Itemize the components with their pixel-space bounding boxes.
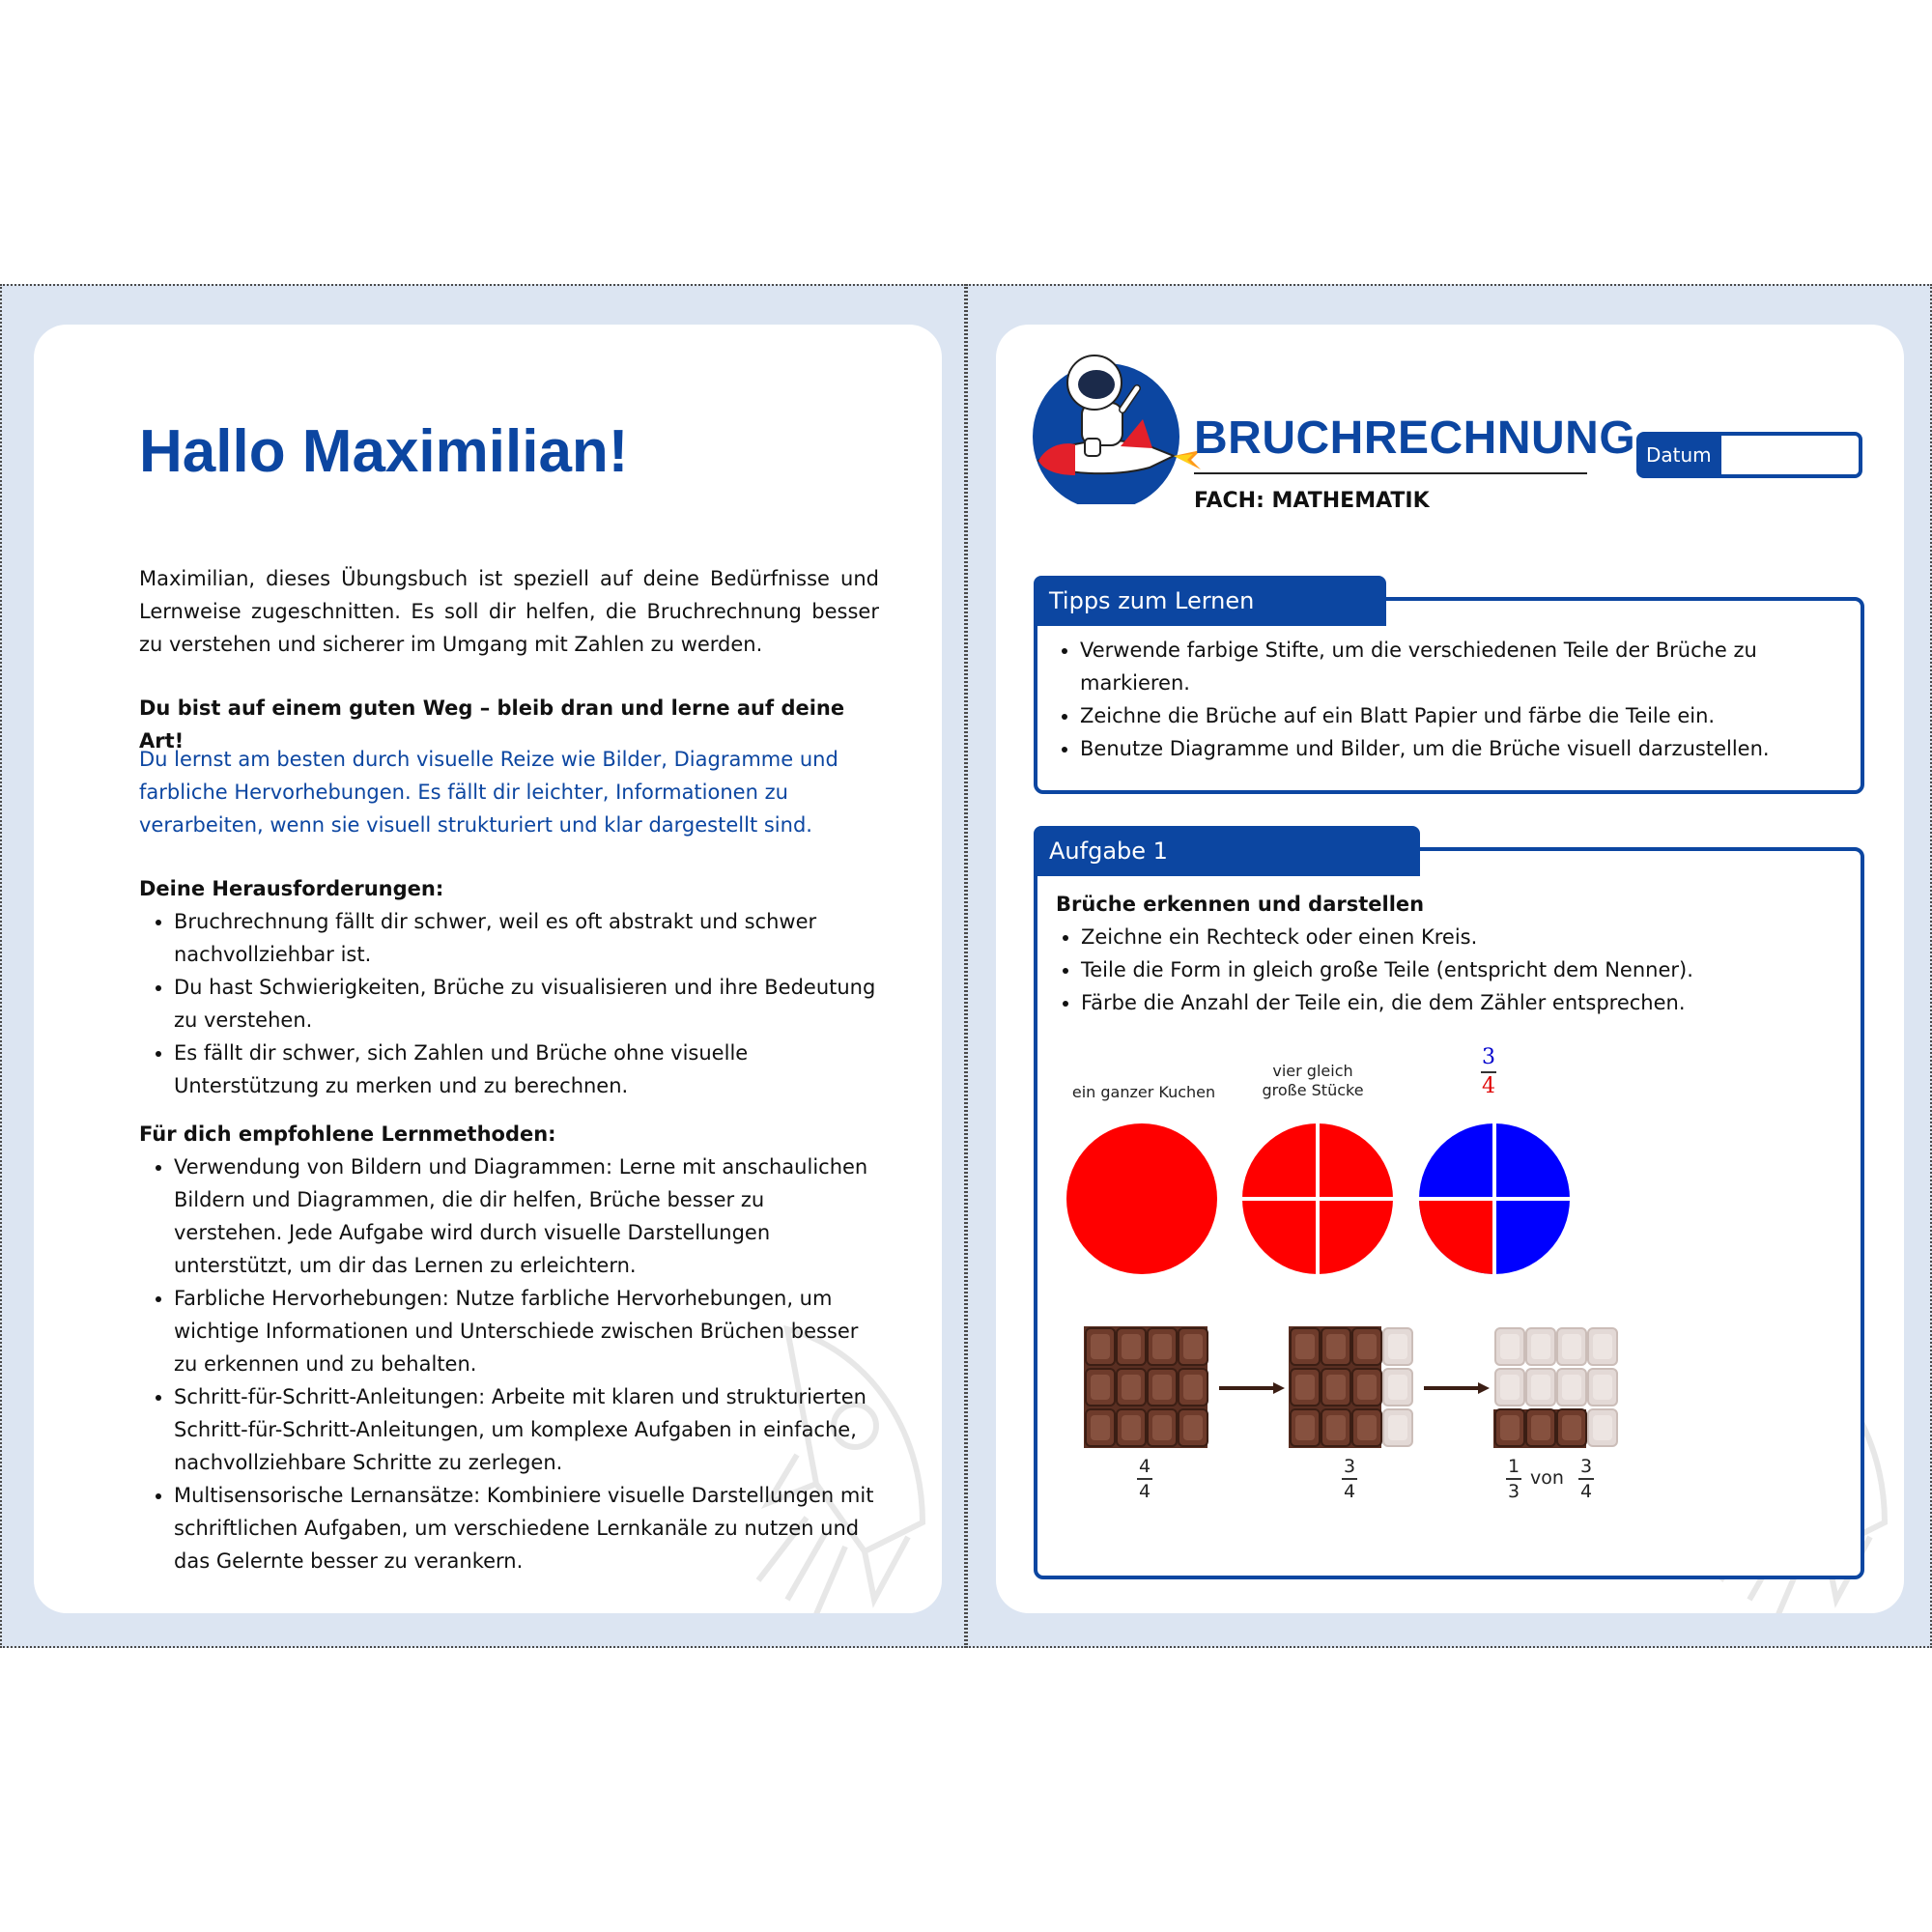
fraction-three-quarters — [1335, 1456, 1364, 1502]
fraction-denominator: 4 — [1482, 1074, 1495, 1098]
task1-box — [1034, 847, 1864, 1579]
fraction-bar — [1342, 1478, 1357, 1480]
three-quarters-circle — [1419, 1123, 1570, 1274]
worksheet-title: BRUCHRECHNUNG — [1194, 412, 1636, 464]
right-card — [996, 325, 1904, 1613]
fraction-bar — [1137, 1478, 1152, 1480]
list-item: • Verwendung von Bildern und Diagrammen: Lerne mit anschaulichen Bildern und Diagrammen, die dir helfen, Brüche besser zu verstehen. Jede Aufgabe wird durch visuelle Darstellungen unterstützt, um dir das Lernen zu erleichtern. — [174, 1151, 879, 1282]
task1-title: Brüche erkennen und darstellen — [1056, 893, 1425, 916]
fraction-denominator: 3 — [1507, 1481, 1520, 1502]
methods-section — [139, 1118, 879, 1577]
fraction-denominator: 4 — [1579, 1481, 1593, 1502]
quarters-label — [1240, 1062, 1385, 1100]
quarters-label-line1: vier gleich — [1272, 1062, 1353, 1080]
tips-heading-tab: Tipps zum Lernen — [1034, 576, 1386, 626]
list-item: • Teile die Form in gleich große Teile (entspricht dem Nenner). — [1081, 953, 1861, 986]
fraction-bar — [1481, 1071, 1496, 1073]
arrow-icon — [1219, 1382, 1285, 1394]
challenges-section — [139, 872, 879, 1102]
whole-cake-label: ein ganzer Kuchen — [1071, 1083, 1216, 1101]
tips-box — [1034, 597, 1864, 794]
quarters-label-line2: große Stücke — [1262, 1081, 1364, 1099]
fraction-bar — [1506, 1478, 1521, 1480]
fraction-one-third — [1499, 1456, 1528, 1502]
chocolate-bar-full — [1084, 1326, 1208, 1448]
list-item: • Bruchrechnung fällt dir schwer, weil es oft abstrakt und schwer nachvollziehbar ist. — [174, 905, 879, 971]
date-label: Datum — [1640, 436, 1721, 474]
task1-steps — [1056, 921, 1861, 1019]
list-item: • Benutze Diagramme und Bilder, um die Brüche visuell darzustellen. — [1080, 732, 1861, 765]
worksheet-spread — [0, 284, 1932, 1648]
task1-content — [1037, 851, 1861, 1019]
fraction-numerator: 4 — [1138, 1456, 1151, 1477]
fraction-denominator: 4 — [1343, 1481, 1356, 1502]
list-item: • Verwende farbige Stifte, um die verschiedenen Teile der Brüche zu markieren. — [1080, 634, 1861, 699]
right-page — [966, 284, 1932, 1648]
chocolate-diagram — [1084, 1326, 1625, 1452]
methods-heading: Für dich empfohlene Lernmethoden: — [139, 1122, 556, 1146]
whole-circle — [1066, 1123, 1217, 1274]
motto-text: Du bist auf einem guten Weg – bleib dran und lerne auf deine Art! — [139, 696, 845, 753]
list-item: • Es fällt dir schwer, sich Zahlen und Brüche ohne visuelle Unterstützung zu merken und zu berechnen. — [174, 1037, 879, 1102]
fraction-numerator: 3 — [1579, 1456, 1593, 1477]
fraction-four-quarters — [1130, 1456, 1159, 1502]
quartered-circle — [1242, 1123, 1393, 1274]
methods-list — [139, 1151, 879, 1577]
arrow-icon — [1424, 1382, 1490, 1394]
left-page — [0, 284, 966, 1648]
title-underline — [1194, 472, 1587, 474]
list-item: • Färbe die Anzahl der Teile ein, die dem Zähler entsprechen. — [1081, 986, 1861, 1019]
challenges-heading: Deine Herausforderungen: — [139, 877, 444, 900]
learning-style-paragraph: Du lernst am besten durch visuelle Reize wie Bilder, Diagramme und farbliche Hervorhebungen. Es fällt dir leichter, Informationen zu verarbeiten, wenn sie visuell strukturiert und klar dargestellt sind. — [139, 748, 838, 837]
left-card — [34, 325, 942, 1613]
list-item: • Du hast Schwierigkeiten, Brüche zu visualisieren und ihre Bedeutung zu verstehen. — [174, 971, 879, 1037]
list-item: • Zeichne die Brüche auf ein Blatt Papier und färbe die Teile ein. — [1080, 699, 1861, 732]
greeting-heading: Hallo Maximilian! — [139, 418, 629, 485]
list-item: • Schritt-für-Schritt-Anleitungen: Arbeite mit klaren und strukturierten Schritt-für-Schritt-Anleitungen, um komplexe Aufgaben in einfache, nachvollziehbare Schritte zu zerlegen. — [174, 1380, 879, 1479]
list-item: • Zeichne ein Rechteck oder einen Kreis. — [1081, 921, 1861, 953]
of-word: von — [1530, 1467, 1564, 1489]
list-item: • Multisensorische Lernansätze: Kombiniere visuelle Darstellungen mit schriftlichen Aufgaben, um verschiedene Lernkanäle zu nutzen und das Gelernte besser zu verankern. — [174, 1479, 879, 1577]
chocolate-bar-three-quarters — [1289, 1326, 1412, 1448]
intro-paragraph: Maximilian, dieses Übungsbuch ist speziell auf deine Bedürfnisse und Lernweise zugeschnitten. Es soll dir helfen, die Bruchrechnung besser zu verstehen und sicherer im Umgang mit Zahlen zu werden. — [139, 567, 879, 656]
fraction-numerator: 1 — [1507, 1456, 1520, 1477]
fraction-circles — [1066, 1123, 1588, 1278]
subject-label: FACH: MATHEMATIK — [1194, 489, 1430, 513]
astronaut-rocket-logo-icon — [1029, 350, 1203, 504]
date-field[interactable] — [1636, 432, 1862, 478]
fraction-denominator: 4 — [1138, 1481, 1151, 1502]
fraction-numerator: 3 — [1482, 1045, 1495, 1069]
fraction-numerator: 3 — [1343, 1456, 1356, 1477]
fraction-bar — [1578, 1478, 1594, 1480]
fraction-three-quarters-second — [1572, 1456, 1601, 1502]
challenges-list — [139, 905, 879, 1102]
three-quarters-fraction — [1474, 1046, 1503, 1098]
task1-heading-tab: Aufgabe 1 — [1034, 826, 1420, 876]
chocolate-bar-third-of-three-quarters — [1493, 1328, 1617, 1448]
list-item: • Farbliche Hervorhebungen: Nutze farbliche Hervorhebungen, um wichtige Informationen und Unterschiede zwischen Brüchen besser zu erkennen und zu behalten. — [174, 1282, 879, 1380]
